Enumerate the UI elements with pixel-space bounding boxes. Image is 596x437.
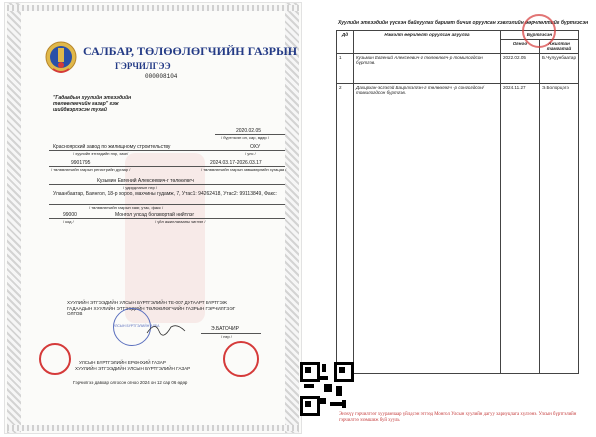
signer-caption: / нэр / bbox=[221, 334, 232, 339]
footer-line-2: ХУУЛИЙН ЭТГЭЭДИЙН УЛСЫН БҮРТГЭЛИЙН ГАЗАР bbox=[75, 366, 191, 371]
country: ОХУ bbox=[250, 144, 261, 150]
border-ornament-bottom bbox=[7, 425, 299, 431]
state-emblem-icon bbox=[45, 40, 77, 74]
row-desc: Дахирхан-эсгэлэй Баирлхэлгэн-г төлөөлөгч -р сонгогдсон/томилогдсон бүртгэв. bbox=[354, 83, 501, 373]
head-name: Кузьмин Евгений Алексеевич-г төлөөлөгч bbox=[97, 178, 194, 184]
border-ornament-left bbox=[7, 3, 21, 433]
red-stamp-left bbox=[39, 343, 71, 375]
table-row bbox=[337, 83, 579, 373]
red-stamp-right bbox=[223, 341, 259, 377]
company-name: Красноярский завод по жилищному строительству bbox=[53, 144, 171, 150]
country-caption: / улс / bbox=[245, 151, 256, 156]
activity-code: 99000 bbox=[63, 212, 77, 218]
table-row bbox=[337, 53, 579, 83]
certificate-page bbox=[4, 2, 302, 434]
footer-line-1: УЛСЫН БҮРТГЭЛИЙН ЕРӨНХИЙ ГАЗАР bbox=[79, 360, 166, 365]
activity-caption: / үйл ажиллагааны чиглэл / bbox=[155, 219, 206, 224]
code-caption: / код / bbox=[63, 219, 74, 224]
row-no: 2 bbox=[337, 83, 354, 373]
seal-text: УЛСЫН БҮРТГЭЛИЙН АЛБА bbox=[113, 324, 160, 328]
certificate-subtitle: ГЭРЧИЛГЭЭ bbox=[115, 61, 171, 71]
certificate-number: 000008104 bbox=[145, 73, 178, 80]
row-officer: Б.Чулуунбаатар bbox=[539, 53, 578, 83]
qr-code bbox=[300, 362, 348, 410]
activity: Монгол улсад болзвортай нийтлэг bbox=[115, 212, 195, 218]
company-caption: / хуулийн этгээдийн нэр, хаяг/ bbox=[73, 151, 129, 156]
head-caption: / удирдлагын нэр / bbox=[123, 185, 158, 190]
address: Улаанбаатар, Баянгол, 18-р хороо, махчины гудамж, 7, Утас1: 94262418, Утас2: 99113849, Факс: bbox=[53, 191, 277, 197]
intro-text: "Гадаадын хуулийн этгээдийн төлөөлөгчийн газар" гэж шийдвэрлэсэн тухай bbox=[53, 95, 132, 113]
certificate-title: САЛБАР, ТӨЛӨӨЛӨГЧИЙН ГАЗРЫН bbox=[83, 44, 298, 58]
signer-heading: ХУУЛИЙН ЭТГЭЭДИЙН УЛСЫН БҮРТГЭЛИЙН ТЕ-007 ДУГААРТ БҮРТГЭЖ ГАДААДЫН ХУУЛИЙН ЭТГЭЭДИЙН ТӨЛӨӨЛӨГЧИЙН ГАЗРЫН ГЭРЧИЛГЭЭГ ОЛГОВ bbox=[67, 300, 236, 316]
issue-note: Гэрчилгээ давхар олгосон огноо 2024 он 12 сар 06 өдөр bbox=[73, 380, 188, 385]
register-number: 9901795 bbox=[71, 160, 91, 166]
border-ornament-top bbox=[7, 5, 299, 11]
registration-date: 2020.02.05 bbox=[236, 128, 262, 134]
signer-name: Э.БАТОЧИР bbox=[211, 326, 239, 332]
col-desc: Нэмэлт өөрчлөлт оруулсан агуулга bbox=[354, 31, 501, 54]
col-no: Дд bbox=[337, 31, 354, 54]
date-caption: / бүртгэсэн он, сар, өдөр / bbox=[221, 135, 269, 140]
border-ornament-right bbox=[285, 3, 299, 433]
row-desc: Кузьмин Евгений Алексеевич-г төлөөлөгч-р томилогдсон бүртгэв. bbox=[354, 53, 501, 83]
col-registered: Бүртгэсэн bbox=[500, 31, 578, 40]
term-caption: / төлөөлөгчийн газрын зөвшөөрлийн хугацаа / bbox=[201, 167, 287, 172]
row-date: 2022.02.05 bbox=[500, 53, 539, 83]
col-officer: Ажилтан тамгатай bbox=[539, 39, 578, 53]
register-header: Хуулийн этгээдийн үүсгэн байгуулах баримт бичиг оруулсан хэвлэлийн өөрчлөлтийг бүртгэсэн bbox=[338, 20, 589, 26]
red-stamp-top bbox=[522, 14, 556, 48]
row-date: 2024.11.27 bbox=[500, 83, 539, 373]
signature-icon bbox=[145, 321, 189, 337]
footnote: Энэхүү гэрчилгээг хуурамчаар үйлдсэн этгээд Монгол Улсын хуулийн дагуу хариуцлага хүлээнэ. Улсын бүртгэлийн гэрчилгээ эзэмшиж буй хууль bbox=[339, 412, 577, 423]
row-officer: Э.Болорцэгэ bbox=[539, 83, 578, 373]
row-no: 1 bbox=[337, 53, 354, 83]
register-table bbox=[336, 30, 579, 374]
address-caption: / төлөөлөгчийн газрын хаяг, утас, факс / bbox=[89, 205, 164, 210]
rule bbox=[49, 204, 285, 205]
col-date: Огноо bbox=[500, 39, 539, 53]
register-caption: / төлөөлөгчийн газрын регистрийн дугаар / bbox=[51, 167, 131, 172]
rule bbox=[49, 184, 285, 185]
permit-term: 2024.03.17-2026.03.17 bbox=[210, 160, 262, 166]
